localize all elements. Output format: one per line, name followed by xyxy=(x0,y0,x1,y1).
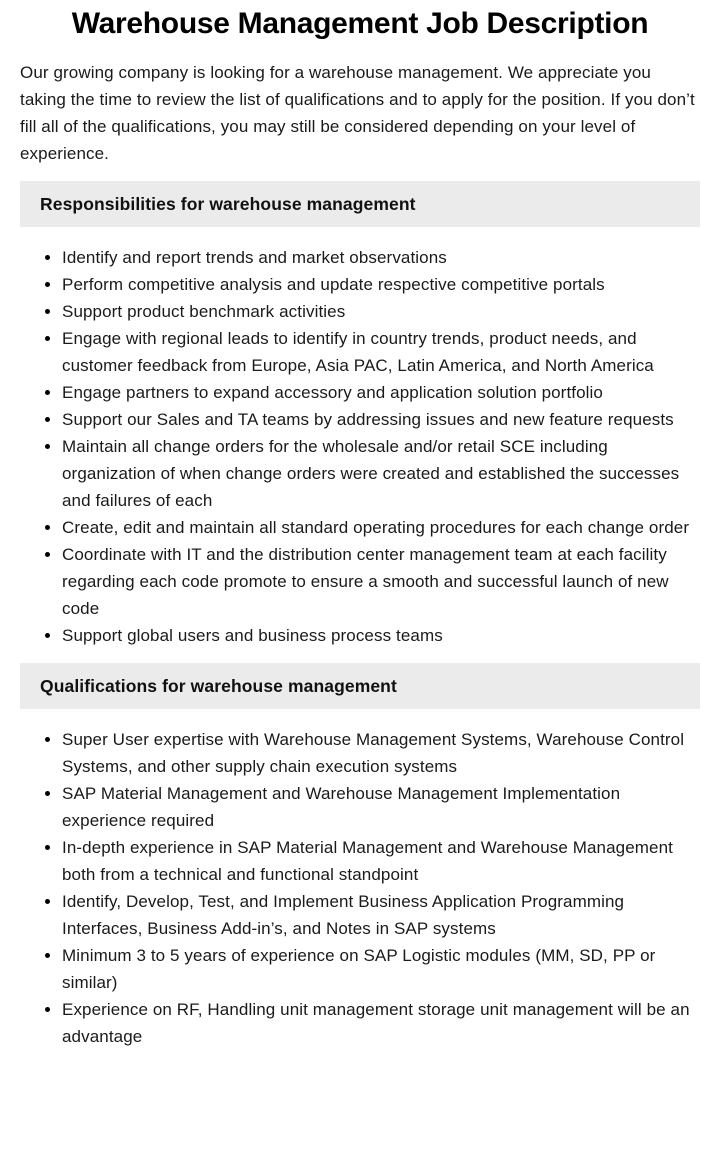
list-item: Perform competitive analysis and update respective competitive portals xyxy=(20,271,700,298)
list-item: Create, edit and maintain all standard operating procedures for each change order xyxy=(20,514,700,541)
list-item: In-depth experience in SAP Material Management and Warehouse Management both from a technical and functional standpoint xyxy=(20,834,700,888)
page-title: Warehouse Management Job Description xyxy=(71,7,649,40)
list-item: SAP Material Management and Warehouse Management Implementation experience required xyxy=(20,780,700,834)
list-item: Support product benchmark activities xyxy=(20,298,700,325)
list-item: Identify, Develop, Test, and Implement Business Application Programming Interfaces, Business Add-in’s, and Notes in SAP systems xyxy=(20,888,700,942)
intro-paragraph: Our growing company is looking for a warehouse management. We appreciate you taking the time to review the list of qualifications and to apply for the position. If you don’t fill all of the qualifications, you may still be considered depending on your level of experience. xyxy=(20,63,695,163)
list-item: Maintain all change orders for the wholesale and/or retail SCE including organization of when change orders were created and established the successes and failures of each xyxy=(20,433,700,514)
list-item: Coordinate with IT and the distribution center management team at each facility regarding each code promote to ensure a smooth and successful launch of new code xyxy=(20,541,700,622)
list-item: Support our Sales and TA teams by addressing issues and new feature requests xyxy=(20,406,700,433)
list-item: Experience on RF, Handling unit management storage unit management will be an advantage xyxy=(20,996,700,1050)
qualifications-list xyxy=(20,726,700,1050)
list-item: Engage with regional leads to identify in country trends, product needs, and customer feedback from Europe, Asia PAC, Latin America, and North America xyxy=(20,325,700,379)
list-item: Identify and report trends and market observations xyxy=(20,244,700,271)
qualifications-section-header: Qualifications for warehouse management xyxy=(20,663,700,709)
responsibilities-list xyxy=(20,244,700,649)
section-qualifications xyxy=(20,663,700,1050)
responsibilities-section-header: Responsibilities for warehouse management xyxy=(20,181,700,227)
list-item: Super User expertise with Warehouse Management Systems, Warehouse Control Systems, and other supply chain execution systems xyxy=(20,726,700,780)
list-item: Engage partners to expand accessory and application solution portfolio xyxy=(20,379,700,406)
list-item: Support global users and business process teams xyxy=(20,622,700,649)
section-responsibilities xyxy=(20,181,700,649)
list-item: Minimum 3 to 5 years of experience on SAP Logistic modules (MM, SD, PP or similar) xyxy=(20,942,700,996)
